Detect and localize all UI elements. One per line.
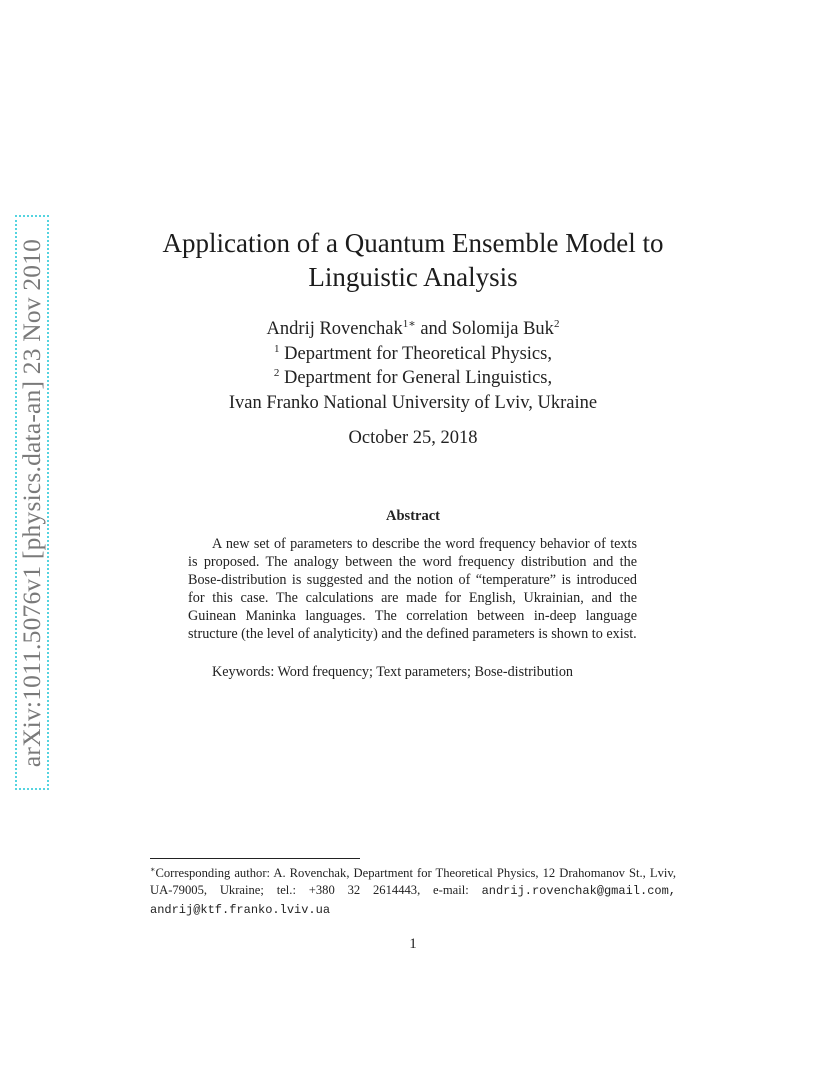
footnote-mark: ∗	[150, 864, 156, 874]
affiliation-2-mark: 2	[273, 366, 280, 379]
paper-title	[100, 226, 726, 294]
arxiv-identifier: arXiv:1011.5076v1 [physics.data-an] 23 Nov 2010	[17, 238, 46, 767]
author-1-name: Andrij Rovenchak	[266, 319, 403, 339]
abstract-heading: Abstract	[386, 508, 440, 524]
author-2-name: Solomija Buk	[451, 319, 554, 339]
footnote-text: Corresponding author: A. Rovenchak, Department for Theoretical Physics, 12 Drahomanov St., Lviv, UA-79005, Ukraine; tel.: +380 32 2614443, e-mail:	[150, 866, 676, 898]
author-conjunction: and	[415, 319, 452, 339]
title-line-2: Linguistic Analysis	[308, 262, 518, 292]
author-1-marks: 1∗	[402, 317, 416, 330]
author-line	[100, 317, 726, 342]
page-number: 1	[409, 936, 417, 952]
author-2-marks: 2	[553, 317, 560, 330]
affiliation-1	[100, 342, 726, 367]
affiliation-1-mark: 1	[274, 342, 280, 355]
affiliation-2-text: Department for General Linguistics,	[283, 368, 553, 388]
footnote-divider	[150, 858, 360, 859]
footnote-emails: andrij.rovenchak@gmail.com, andrij@ktf.franko.lviv.ua	[150, 884, 676, 917]
keywords: Keywords: Word frequency; Text parameters; Bose-distribution	[212, 664, 574, 680]
footnote	[150, 865, 676, 919]
abstract-body: A new set of parameters to describe the word frequency behavior of texts is proposed. The analogy between the word frequency distribution and the Bose-distribution is suggested and the notion of “temperature” is introduced for this case. The calculations are made for English, Ukrainian, and the Guinean Maninka languages. The correlation between in-deep language structure (the level of analyticity) and the defined parameters is shown to exist.	[188, 536, 637, 642]
title-line-1: Application of a Quantum Ensemble Model to	[162, 228, 664, 258]
affiliation-1-text: Department for Theoretical Physics,	[284, 343, 552, 364]
affiliation-2	[100, 366, 726, 391]
paper-date: October 25, 2018	[348, 428, 478, 448]
institution: Ivan Franko National University of Lviv, Ukraine	[228, 392, 598, 413]
author-block	[100, 317, 726, 415]
arxiv-stamp	[15, 215, 49, 790]
